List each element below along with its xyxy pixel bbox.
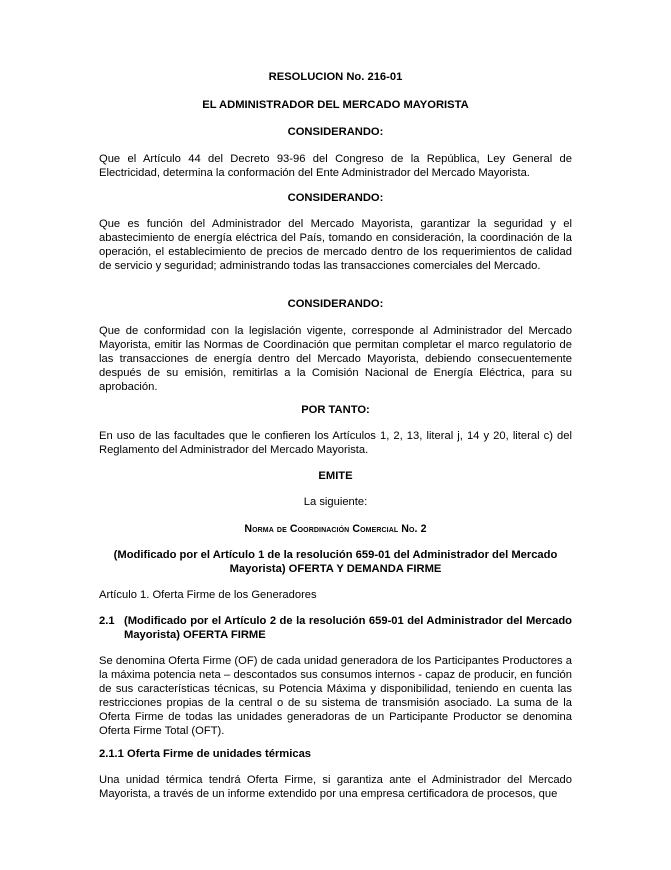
considerando-heading-1: CONSIDERANDO: (287, 126, 384, 138)
resolution-title: RESOLUCION No. 216-01 (268, 71, 403, 83)
section-2-1-1-heading: 2.1.1 Oferta Firme de unidades térmicas (99, 748, 312, 760)
articulo-1-heading: Artículo 1. Oferta Firme de los Generadores (99, 589, 317, 601)
section-2-1-number: 2.1 (99, 615, 115, 627)
por-tanto-text: En uso de las facultades que le confieren los Artículos 1, 2, 13, literal j, 14 y 20, literal c) del Reglamento del Administrador del Mercado Mayorista. (99, 430, 572, 456)
emite-heading: EMITE (318, 470, 353, 482)
issuer-heading: EL ADMINISTRADOR DEL MERCADO MAYORISTA (202, 99, 469, 111)
section-2-1-heading (99, 614, 572, 642)
considerando-text-3: Que de conformidad con la legislación vigente, corresponde al Administrador del Mercado Mayorista, emitir las Normas de Coordinación que permitan completar el marco regulatorio de las transacciones de energía dentro del Mercado Mayorista, debiendo consecuentemente después de su emisión, remitirlas a la Comisión Nacional de Energía Eléctrica, para su aprobación. (99, 325, 572, 393)
la-siguiente-text: La siguiente: (303, 496, 368, 508)
section-2-1-text: Se denomina Oferta Firme (OF) de cada unidad generadora de los Participantes Productores a la máxima potencia neta – descontados sus consumos internos - capaz de producir, en función de sus características técnicas, su Potencia Máxima y disponibilidad, teniendo en cuenta las restricciones propias de la central o de su sistema de transmisión asociado. La suma de la Oferta Firme de todas las unidades generadoras de un Participante Productor se denomina Oferta Firme Total (OFT). (99, 655, 572, 737)
considerando-text-2: Que es función del Administrador del Mercado Mayorista, garantizar la seguridad y el abastecimiento de energía eléctrica del País, tomando en consideración, la coordinación de la operación, el establecimiento de precios de mercado dentro de los requerimientos de calidad de servicio y seguridad; administrando todas las transacciones comerciales del Mercado. (99, 218, 572, 272)
considerando-text-1: Que el Artículo 44 del Decreto 93-96 del Congreso de la República, Ley General de Electricidad, determina la conformación del Ente Administrador del Mercado Mayorista. (99, 153, 572, 179)
modified-note: (Modificado por el Artículo 1 de la resolución 659-01 del Administrador del Mercado Mayorista) OFERTA Y DEMANDA FIRME (113, 549, 558, 575)
section-2-1-title: (Modificado por el Artículo 2 de la resolución 659-01 del Administrador del Mercado Mayorista) OFERTA FIRME (124, 615, 572, 641)
norma-title: Norma de Coordinación Comercial No. 2 (244, 523, 427, 535)
por-tanto-heading: POR TANTO: (301, 404, 370, 416)
section-2-1-1-text: Una unidad térmica tendrá Oferta Firme, si garantiza ante el Administrador del Mercado Mayorista, a través de un informe extendido por una empresa certificadora de procesos, que (99, 774, 572, 800)
considerando-heading-3: CONSIDERANDO: (287, 298, 384, 310)
considerando-heading-2: CONSIDERANDO: (287, 192, 384, 204)
